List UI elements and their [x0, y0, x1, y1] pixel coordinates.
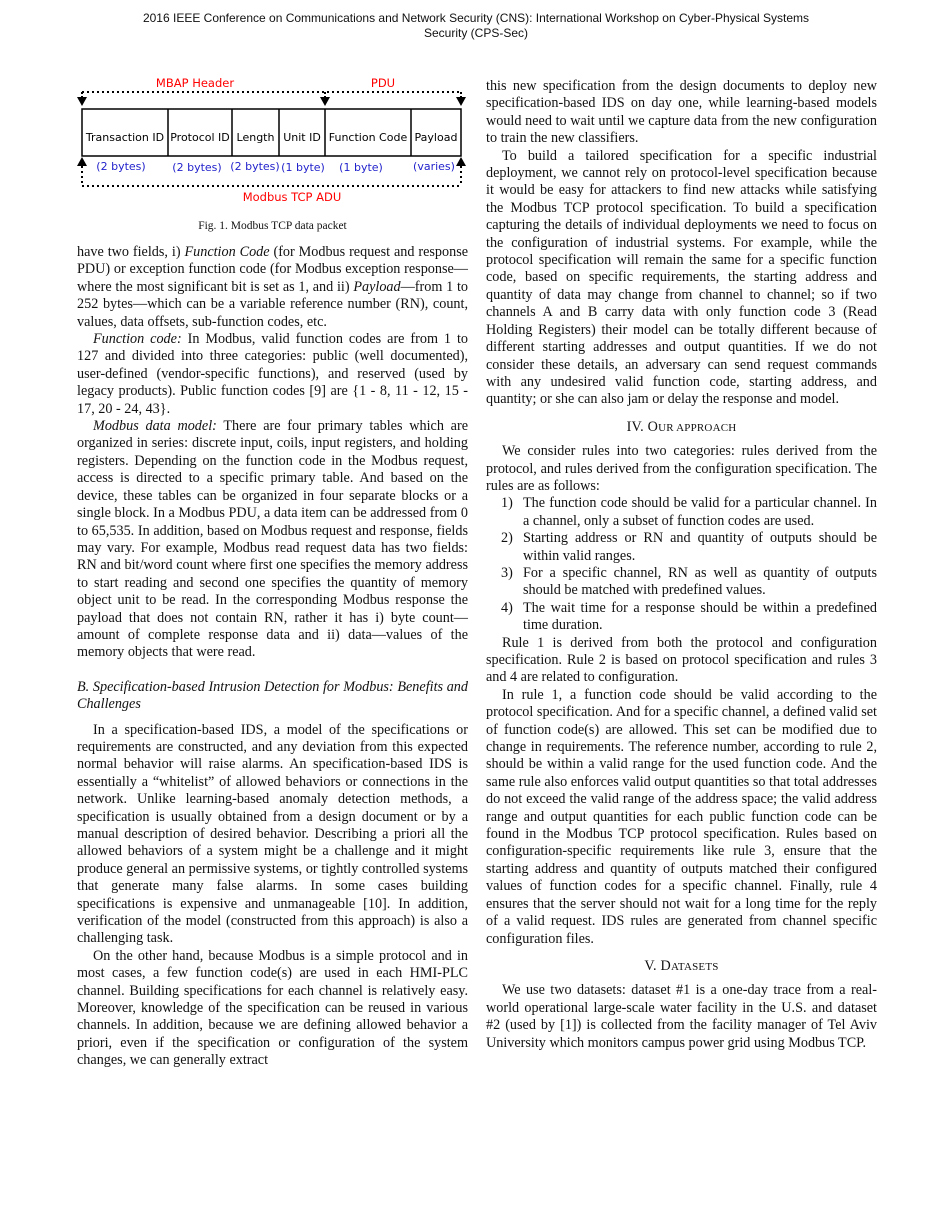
field-unit-id: Unit ID	[283, 131, 321, 144]
arrow-right-top	[456, 97, 466, 106]
right-paragraph-continued: this new specification from the design documents to deploy new specification-based IDS on day one, while learning-based models would need to wait until we capture data from the new configuration to train the new classifiers.	[486, 78, 877, 147]
left-column	[77, 78, 468, 1070]
pdu-label: PDU	[370, 78, 396, 90]
header-line-2: Security (CPS-Sec)	[423, 26, 529, 40]
right-paragraph-tailored-spec: To build a tailored specification for a specific industrial deployment, we cannot rely on protocol-level specification because it would be easy for attackers to find new attacks while satisfying the Modbus TCP protocol specification. To build a specification capturing the details of individual deployments we need to focus on the configuration of industrial systems. For example, while the protocol specification will remain the same for a specific function code, based on specific requirements, the starting address and quantity of data may change from channel to channel; so if two channels A and B carry data with only function code 3 (Read Holding Registers) their model can be totally different because of different starting addresses and output quantities. If we do not consider these details, an adversary can send request commands with any undesired valid function code, starting address, and quantity; or she can also jam or delay the response and model.	[486, 147, 877, 408]
size-unit-id: (1 byte)	[281, 161, 325, 174]
field-function-code: Function Code	[328, 131, 408, 144]
left-paragraph-data-model: Modbus data model: There are four primary tables which are organized in series: discrete input, coils, input registers, and holding registers. Depending on the function code in the Modbus request, access is directed to a specific primary table. And based on the device, these tables can be organized in four separate blocks or a single block. In a Modbus PDU, a data item can be addressed from 0 to 65,535. In addition, based on Modbus request and response, fields may vary. For example, Modbus read request data has two fields: RN and bit/word count where first one specifies the memory address to start reading and second one specifies the quantity of memory object unit to be read. In the corresponding Modbus response the payload that does not contain RN, rather it has i) byte count—amount of complete response data and ii) data—values of the memory objects that were read.	[77, 418, 468, 661]
right-column	[486, 78, 877, 1052]
left-paragraph-function-code: Function code: In Modbus, valid function codes are from 1 to 127 and divided into three categories: public (well documented), user-defined (vendor-specific functions), and reserved (used by legacy products). Public function codes [9] are {1 - 8, 11 - 12, 15 - 17, 20 - 24, 43}.	[77, 331, 468, 417]
section-v-title: V. DATASETS	[644, 957, 719, 974]
modbus-packet-diagram	[77, 78, 468, 208]
mbap-header-label: MBAP Header	[155, 78, 235, 90]
arrow-left-bottom	[77, 157, 87, 166]
field-protocol-id: Protocol ID	[170, 131, 230, 144]
rule-item: 2) Starting address or RN and quantity of outputs should be within valid ranges.	[501, 530, 877, 564]
rule-item: 4) The wait time for a response should be within a predefined time duration.	[501, 599, 877, 634]
field-transaction-id: Transaction ID	[85, 131, 165, 144]
figure-caption: Fig. 1. Modbus TCP data packet	[198, 220, 347, 232]
size-transaction-id: (2 bytes)	[96, 160, 146, 173]
left-paragraph-1: have two fields, i) Function Code (for Modbus request and response PDU) or exception function code (for Modbus exception response—where the most significant bit is set as 1, and ii) Payload—from 1 to 252 bytes—which can be a variable reference number (RN), count, values, data offsets, sub-function codes, etc.	[77, 244, 469, 330]
subsection-b-title: B. Specification-based Intrusion Detection for Modbus: Benefits and Challenges	[77, 678, 468, 713]
right-paragraph-rule-details: In rule 1, a function code should be valid according to the protocol specification. And for a specific channel, a defined valid set of function code(s) are allowed. This set can be modified due to change in requirements. The reference number, according to rule 2, should be within a valid range for the used function code. And the same rule also enforces valid output quantities so that total addresses do not exceed the valid range of the address space; the valid address range and output quantities for each public function code can be found in the Modbus TCP protocol specification. Rules based on configuration-specific requirements like rule 3, ensure that the starting address and quantity of outputs matched their configured values of function codes for a specific channel. Finally, rule 4 ensures that the server should not wait for a long time for the reply of a valid request. IDS rules are generated from channel specific configuration files.	[486, 686, 877, 947]
running-header	[60, 11, 892, 41]
rules-list	[486, 495, 877, 634]
size-protocol-id: (2 bytes)	[172, 161, 222, 174]
header-line-1: 2016 IEEE Conference on Communications and Network Security (CNS): International Workshop on Cyber-Physical Systems	[142, 11, 810, 25]
arrow-left-top	[77, 97, 87, 106]
right-paragraph-rule-origin: Rule 1 is derived from both the protocol and configuration specification. Rule 2 is based on protocol specification and rules 3 and 4 are related to configuration.	[486, 634, 877, 686]
rule-item: 3) For a specific channel, RN as well as quantity of outputs should be matched with predefined values.	[501, 564, 877, 599]
field-length: Length	[236, 131, 275, 144]
arrow-right-bottom	[456, 157, 466, 166]
left-paragraph-other-hand: On the other hand, because Modbus is a simple protocol and in most cases, a few function code(s) are used in each HMI-PLC channel. Building specifications for each channel is relatively easy. Moreover, knowledge of the specification can be reused in various channels. In addition, because we are defining allowed behavior a priori, even if the specification or configuration of the system changes, we can generally extract	[77, 947, 468, 1069]
size-length: (2 bytes)	[230, 160, 280, 173]
figure-modbus-packet	[77, 78, 468, 208]
field-payload: Payload	[414, 131, 458, 144]
rule-item: 1) The function code should be valid for a particular channel. In a channel, only a subset of function codes are used.	[501, 495, 877, 529]
size-payload: (varies)	[413, 160, 455, 173]
arrow-mid-top	[320, 97, 330, 106]
right-paragraph-datasets: We use two datasets: dataset #1 is a one-day trace from a real-world operational large-scale water facility in the U.S. and dataset #2 (used by [1]) is collected from the facility manager of Tel Aviv University which monitors campus power grid using Modbus TCP.	[486, 982, 877, 1051]
section-iv-title: IV. OUR APPROACH	[626, 418, 737, 435]
left-paragraph-spec-ids: In a specification-based IDS, a model of the specifications or requirements are constructed, and any deviation from this expected normal behavior will raise alarms. An specification-based IDS is essentially a “whitelist” of allowed behaviors or connections in the network. Unlike learning-based anomaly detection methods, a specification is usually obtained from a design document or by a manual description of desired behavior. Describing a priori all the allowed behaviors of a system might be a challenge and it might produce general an permissive systems, or tightly controlled systems that generate many false alarms. In some cases building specifications is expensive and unmanageable [10]. In addition, verification of the model (constructed from this approach) is also a challenging task.	[77, 721, 468, 947]
adu-label: Modbus TCP ADU	[242, 190, 342, 204]
right-paragraph-rule-categories: We consider rules into two categories: rules derived from the protocol, and rules derived from the configuration specification. The rules are as follows:	[486, 443, 877, 494]
size-function-code: (1 byte)	[339, 161, 383, 174]
